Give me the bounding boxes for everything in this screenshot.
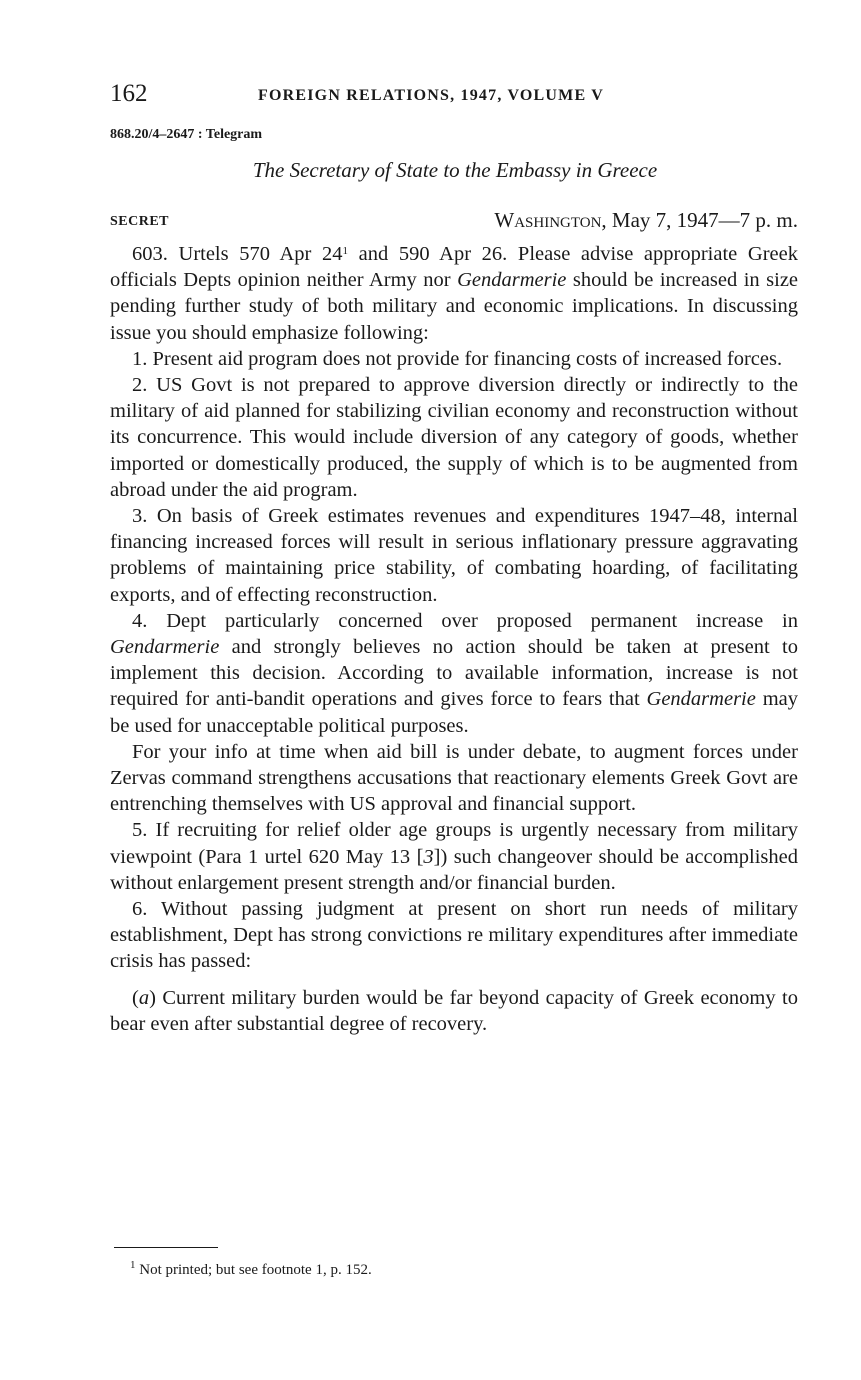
footnote-ref[interactable]: 1 [342, 245, 349, 257]
dateline [494, 208, 798, 233]
paragraph-item-6: 6. Without passing judgment at present on short run needs of military establishment, Dept has strong convictions re military expenditures after immediate crisis has passed: [110, 898, 798, 973]
footnote-divider [114, 1247, 218, 1248]
paragraph-item-a: (a) Current military burden would be far beyond capacity of Greek economy to bear even after substantial degree of recovery. [110, 986, 798, 1035]
paragraph-text: may be used for unacceptable political purposes. [110, 688, 799, 737]
footnote-marker: 1 [130, 1259, 136, 1271]
paragraph-text: 5. If recruiting for relief older age groups is urgently necessary from military viewpoint (Para 1 urtel 620 May 13 [ [110, 819, 798, 868]
classification-label: SECRET [110, 214, 170, 229]
paragraph-item-4 [110, 608, 798, 739]
paragraph-item-1: 1. Present aid program does not provide for financing costs of increased forces. [132, 347, 783, 370]
dateline-place: Washington [494, 208, 602, 232]
paragraph-item-2: 2. US Govt is not prepared to approve diversion directly or indirectly to the military of aid planned for stabilizing civilian economy and reconstruction without its concurrence. This would include diversion of any category of goods, whether imported or domestically produced, the supply of which is to be augmented from abroad under the aid program. [110, 374, 798, 501]
dateline-date: , May 7, 1947—7 p. m. [601, 208, 798, 232]
page-number: 162 [110, 80, 148, 107]
item-label: a [138, 986, 150, 1009]
italic-term: Gendarmerie [646, 688, 756, 711]
paragraph-603 [110, 241, 798, 346]
paragraph-text: and 590 Apr 26. Please advise appropriate Greek officials Depts opinion neither Army nor [110, 243, 798, 292]
paragraph-text: ]) such changeover should be accomplished without enlargement present strength and/or financial burden. [110, 845, 799, 894]
file-reference: 868.20/4–2647 : Telegram [110, 127, 263, 142]
paragraph-text: 4. Dept particularly concerned over proposed permanent increase in [132, 609, 798, 632]
paragraph-text: 603. Urtels 570 Apr 24 [132, 243, 343, 265]
italic-term: Gendarmerie [457, 269, 567, 292]
italic-number: 3 [423, 845, 434, 868]
footnote [130, 1259, 372, 1279]
paragraph-text: Current military burden would be far beyond capacity of Greek economy to bear even after substantial degree of recovery. [110, 986, 798, 1035]
footnote-text: Not printed; but see footnote 1, p. 152. [135, 1262, 372, 1278]
paragraph-info: For your info at time when aid bill is under debate, to augment forces under Zervas command strengthens accusations that reactionary elements Greek Govt are entrenching themselves with US approval and financial support. [110, 740, 798, 816]
paragraph-item-3: 3. On basis of Greek estimates revenues and expenditures 1947–48, internal financing increased forces will result in serious inflationary pressure aggravating problems of maintaining price stability, of combating hoarding, of facilitating exports, and of effecting reconstruction. [110, 505, 798, 606]
paragraph-text: and strongly believes no action should be taken at present to implement this decision. According to available information, increase is not required for anti-bandit operations and gives force to fears that [110, 636, 798, 711]
paragraph-text: should be increased in size pending further study of both military and economic implications. In discussing issue you should emphasize following: [110, 269, 799, 344]
document-title: The Secretary of State to the Embassy in Greece [252, 158, 658, 182]
classification-line [110, 208, 798, 238]
telegram-body [110, 241, 798, 1037]
page-header [110, 80, 800, 114]
paragraph-item-5 [110, 817, 798, 896]
italic-term: Gendarmerie [110, 636, 220, 659]
running-head: FOREIGN RELATIONS, 1947, VOLUME V [258, 87, 604, 104]
